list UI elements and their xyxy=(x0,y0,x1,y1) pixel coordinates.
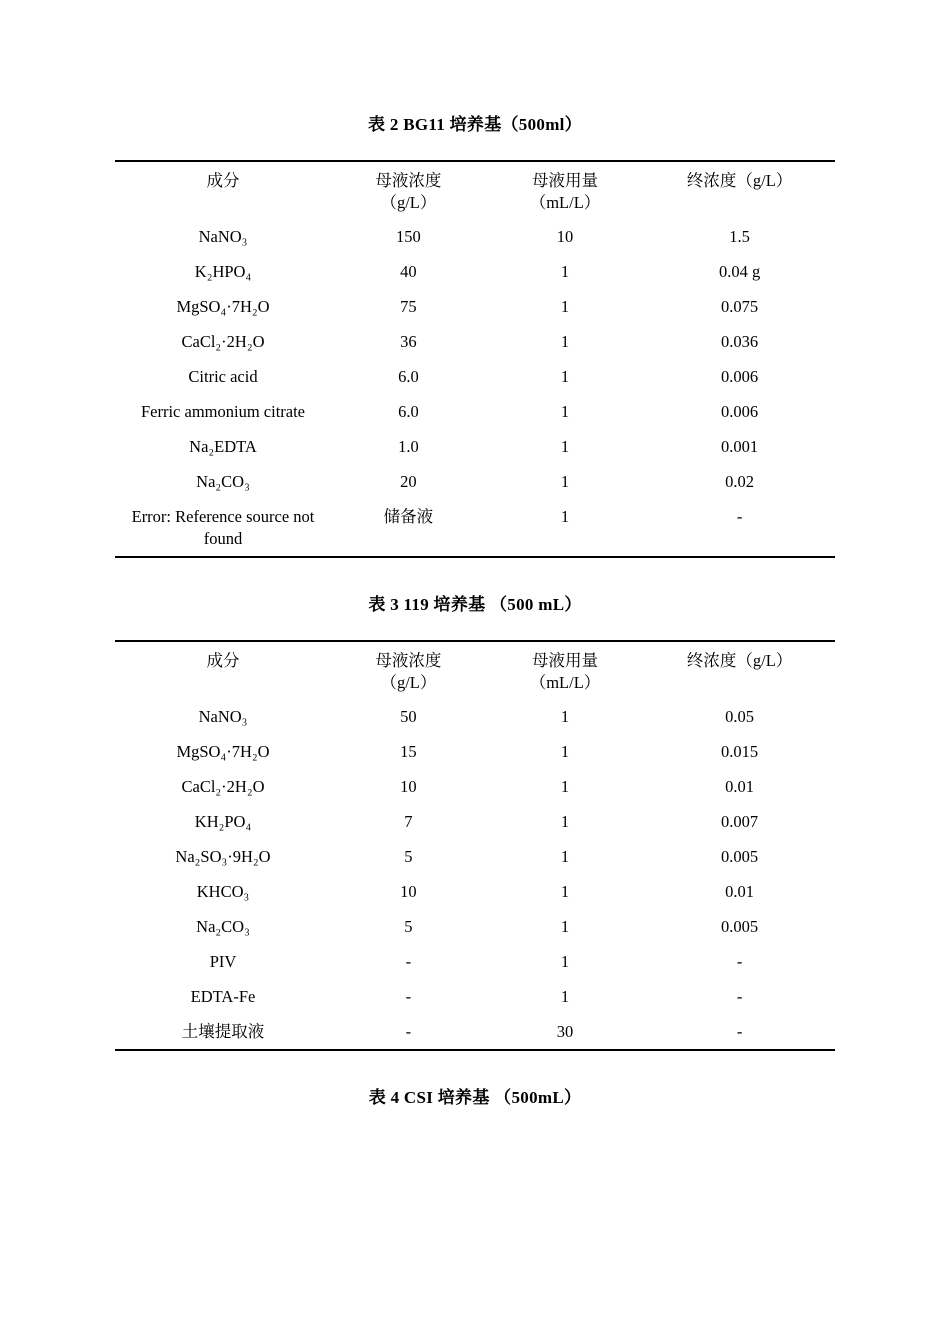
stock-concentration-cell: 150 xyxy=(396,226,421,246)
final-concentration-cell: 0.015 xyxy=(721,741,759,761)
stock-concentration-cell: 36 xyxy=(400,331,417,351)
final-concentration-cell: 0.036 xyxy=(721,331,759,351)
stock-volume-cell: 10 xyxy=(556,226,574,246)
table-header-row xyxy=(115,162,835,219)
table-row xyxy=(115,839,835,874)
component-cell: NaNO₃ xyxy=(198,226,248,246)
table-row xyxy=(115,359,835,394)
stock-volume-cell: 1 xyxy=(560,916,570,936)
table-bg11-title: 表 2 BG11 培养基（500ml） xyxy=(368,115,582,134)
table-row xyxy=(115,804,835,839)
final-concentration-cell: - xyxy=(736,986,743,1006)
stock-volume-cell: 1 xyxy=(560,366,570,386)
final-concentration-cell: 0.05 xyxy=(725,706,755,726)
stock-volume-cell: 1 xyxy=(560,296,570,316)
component-cell: CaCl₂·2H₂O xyxy=(181,331,265,351)
table-row xyxy=(115,1014,835,1049)
stock-volume-cell: 1 xyxy=(560,401,570,421)
stock-concentration-cell: 50 xyxy=(400,706,417,726)
table-row xyxy=(115,979,835,1014)
component-cell: Na₂SO₃·9H₂O xyxy=(175,846,271,866)
stock-volume-cell: 1 xyxy=(560,506,570,526)
document-page xyxy=(115,0,835,1109)
stock-volume-cell: 1 xyxy=(560,706,570,726)
table-row xyxy=(115,394,835,429)
component-cell: PIV xyxy=(209,951,237,971)
stock-volume-cell: 1 xyxy=(560,881,570,901)
table-row xyxy=(115,324,835,359)
table-row xyxy=(115,944,835,979)
column-header: 终浓度（g/L） xyxy=(686,651,793,670)
final-concentration-cell: 0.006 xyxy=(721,401,759,421)
component-cell: Ferric ammonium citrate xyxy=(140,401,306,421)
table-bg11-medium xyxy=(115,160,835,558)
stock-volume-cell: 1 xyxy=(560,331,570,351)
component-cell: Na₂CO₃ xyxy=(196,471,250,491)
column-header: 成分 xyxy=(206,171,240,190)
stock-concentration-cell: - xyxy=(405,986,412,1006)
stock-volume-cell: 1 xyxy=(560,471,570,491)
table-row xyxy=(115,254,835,289)
component-cell: Na₂EDTA xyxy=(189,436,257,456)
component-cell: 土壤提取液 xyxy=(181,1021,265,1041)
column-header: 母液浓度 （g/L） xyxy=(375,651,442,692)
stock-volume-cell: 1 xyxy=(560,986,570,1006)
table-row xyxy=(115,699,835,734)
stock-volume-cell: 1 xyxy=(560,811,570,831)
column-header: 终浓度（g/L） xyxy=(686,171,793,190)
column-header: 母液浓度 （g/L） xyxy=(375,171,442,212)
final-concentration-cell: 0.01 xyxy=(725,776,755,796)
stock-concentration-cell: 5 xyxy=(404,846,413,866)
stock-volume-cell: 1 xyxy=(560,846,570,866)
component-cell: KH₂PO₄ xyxy=(194,811,252,831)
table-119-title: 表 3 119 培养基 （500 mL） xyxy=(368,595,582,614)
table-csi-title: 表 4 CSI 培养基 （500mL） xyxy=(368,1088,582,1107)
stock-concentration-cell: - xyxy=(405,1021,412,1041)
table-row xyxy=(115,289,835,324)
stock-volume-cell: 1 xyxy=(560,741,570,761)
stock-concentration-cell: 10 xyxy=(400,881,417,901)
stock-concentration-cell: - xyxy=(405,951,412,971)
component-cell: Citric acid xyxy=(188,366,258,386)
stock-concentration-cell: 40 xyxy=(400,261,417,281)
stock-concentration-cell: 7 xyxy=(404,811,413,831)
final-concentration-cell: 0.075 xyxy=(721,296,759,316)
final-concentration-cell: 0.005 xyxy=(721,846,759,866)
column-header: 母液用量 （mL/L） xyxy=(529,171,601,212)
final-concentration-cell: 0.02 xyxy=(725,471,755,491)
final-concentration-cell: - xyxy=(736,951,743,971)
table-119-medium xyxy=(115,640,835,1051)
table-row xyxy=(115,219,835,254)
table-row xyxy=(115,909,835,944)
table-row xyxy=(115,499,835,556)
component-cell: CaCl₂·2H₂O xyxy=(181,776,265,796)
component-cell: KHCO₃ xyxy=(196,881,250,901)
component-cell: MgSO₄·7H₂O xyxy=(176,741,270,761)
component-cell: K₂HPO₄ xyxy=(194,261,252,281)
table-row xyxy=(115,464,835,499)
stock-concentration-cell: 6.0 xyxy=(398,366,419,386)
component-cell: Na₂CO₃ xyxy=(196,916,250,936)
stock-volume-cell: 1 xyxy=(560,776,570,796)
stock-volume-cell: 1 xyxy=(560,261,570,281)
table-row xyxy=(115,429,835,464)
stock-concentration-cell: 10 xyxy=(400,776,417,796)
stock-volume-cell: 1 xyxy=(560,436,570,456)
stock-concentration-cell: 1.0 xyxy=(398,436,419,456)
final-concentration-cell: - xyxy=(736,506,743,526)
final-concentration-cell: 0.006 xyxy=(721,366,759,386)
final-concentration-cell: 0.04 g xyxy=(718,261,761,281)
stock-concentration-cell: 75 xyxy=(400,296,417,316)
component-cell: NaNO₃ xyxy=(198,706,248,726)
stock-concentration-cell: 5 xyxy=(404,916,413,936)
stock-concentration-cell: 6.0 xyxy=(398,401,419,421)
final-concentration-cell: 0.005 xyxy=(721,916,759,936)
stock-concentration-cell: 储备液 xyxy=(383,506,434,526)
column-header: 成分 xyxy=(206,651,240,670)
column-header: 母液用量 （mL/L） xyxy=(529,651,601,692)
final-concentration-cell: 0.007 xyxy=(721,811,759,831)
table-header-row xyxy=(115,642,835,699)
table-row xyxy=(115,769,835,804)
component-cell: MgSO₄·7H₂O xyxy=(176,296,270,316)
stock-volume-cell: 1 xyxy=(560,951,570,971)
final-concentration-cell: - xyxy=(736,1021,743,1041)
table-row xyxy=(115,734,835,769)
table-row xyxy=(115,874,835,909)
stock-volume-cell: 30 xyxy=(556,1021,574,1041)
final-concentration-cell: 1.5 xyxy=(729,226,750,246)
component-cell: Error: Reference source not found xyxy=(131,506,315,548)
final-concentration-cell: 0.001 xyxy=(721,436,759,456)
component-cell: EDTA-Fe xyxy=(190,986,256,1006)
stock-concentration-cell: 20 xyxy=(400,471,417,491)
final-concentration-cell: 0.01 xyxy=(725,881,755,901)
stock-concentration-cell: 15 xyxy=(400,741,417,761)
